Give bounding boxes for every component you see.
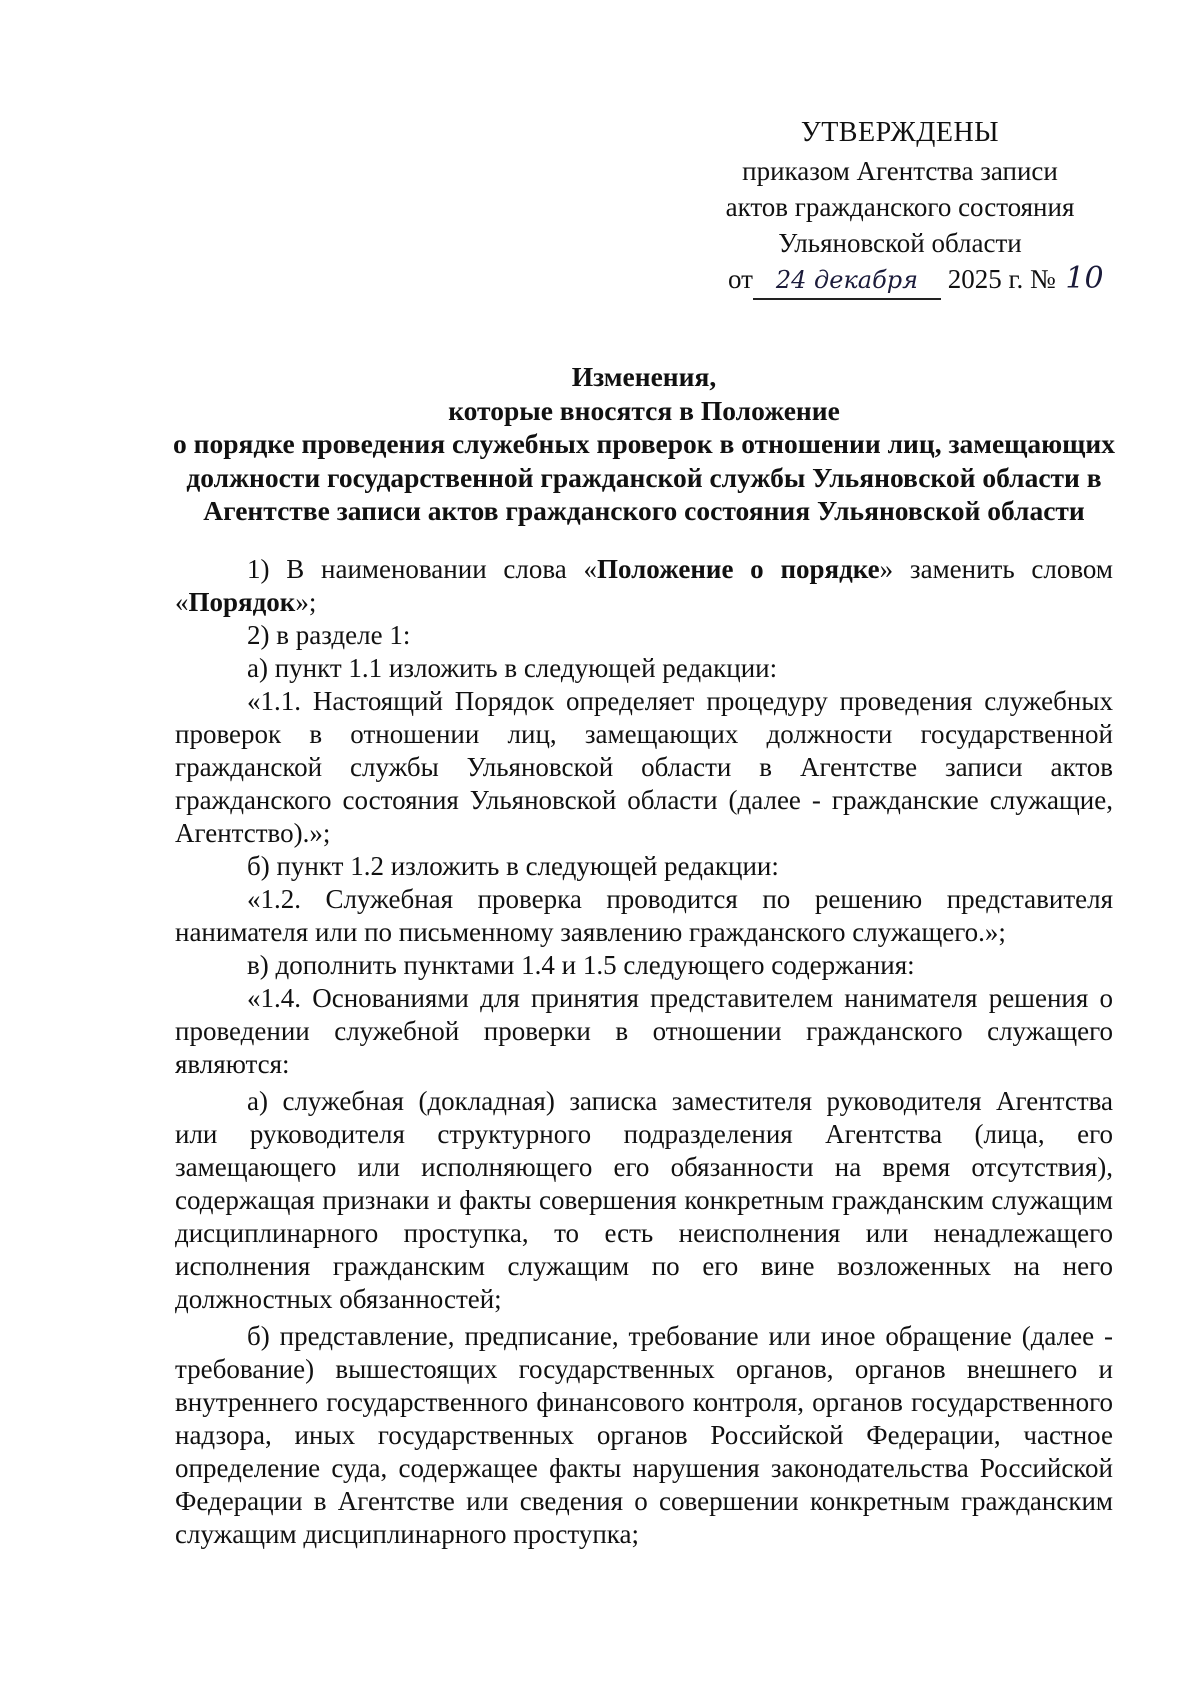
- document-title: [165, 360, 1123, 528]
- paragraph-6: «1.2. Служебная проверка проводится по решению представителя нанимателя или по письменному заявлению гражданского служащего.»;: [175, 884, 1113, 947]
- paragraph-1: [175, 553, 1113, 619]
- paragraph-9: а) служебная (докладная) записка заместителя руководителя Агентства или руководителя структурного подразделения Агентства (лица, его замещающего или исполняющего его обязанности на время отсутствия), содержащая признаки и факты совершения конкретным гражданским служащим дисциплинарного проступка, то есть неисполнения или ненадлежащего исполнения гражданским служащим по его вине возложенных на него должностных обязанностей;: [175, 1086, 1113, 1314]
- p1-text-c: »;: [295, 587, 317, 617]
- document-body: [175, 553, 1113, 1551]
- approval-line-1: приказом Агентства записи: [742, 156, 1058, 186]
- date-suffix: 2025 г. №: [947, 264, 1056, 294]
- p1-text-b: » заменить словом «: [175, 554, 1113, 617]
- paragraph-3: а) пункт 1.1 изложить в следующей редакции:: [247, 653, 778, 683]
- p1-text-a: 1) В наименовании слова «: [247, 554, 597, 584]
- paragraph-5: б) пункт 1.2 изложить в следующей редакции:: [247, 851, 779, 881]
- title-line-4: должности государственной гражданской службы Ульяновской области в: [186, 461, 1102, 493]
- title-line-2: которые вносятся в Положение: [448, 394, 840, 426]
- paragraph-4: «1.1. Настоящий Порядок определяет процедуру проведения служебных проверок в отношении лиц, замещающих должности государственной гражданской службы Ульяновской области в Агентстве записи актов гражданского состояния Ульяновской области (далее - гражданские служащие, Агентство).»;: [175, 686, 1113, 848]
- approval-line-2: актов гражданского состояния: [725, 192, 1075, 222]
- title-line-3: о порядке проведения служебных проверок в отношении лиц, замещающих: [173, 428, 1115, 459]
- paragraph-7: в) дополнить пунктами 1.4 и 1.5 следующего содержания:: [247, 950, 915, 980]
- title-line-5: Агентстве записи актов гражданского состояния Ульяновской области: [203, 495, 1085, 526]
- handwritten-number: 10: [1065, 261, 1104, 296]
- handwritten-date: 24 декабря: [753, 262, 941, 300]
- paragraph-10: б) представление, предписание, требование или иное обращение (далее - требование) вышестоящих государственных органов, органов внешнего и внутреннего государственного финансового контроля, органов государственного надзора, иных государственных органов Российской Федерации, частное определение суда, содержащее факты нарушения законодательства Российской Федерации в Агентстве или сведения о совершении конкретным гражданским служащим дисциплинарного проступка;: [175, 1321, 1113, 1549]
- approval-stamp: УТВЕРЖДЕНЫ: [800, 117, 1000, 148]
- approval-line-3: Ульяновской области: [778, 228, 1022, 258]
- approval-date-line: [700, 261, 1104, 300]
- date-prefix: от: [728, 264, 753, 294]
- p1-bold-word: Порядок: [188, 587, 296, 617]
- p1-bold-phrase: Положение о порядке: [597, 554, 880, 584]
- paragraph-2: 2) в разделе 1:: [247, 620, 411, 650]
- paragraph-8: «1.4. Основаниями для принятия представителем нанимателя решения о проведении служебной проверки в отношении гражданского служащего являются:: [175, 983, 1113, 1079]
- title-line-1: Изменения,: [571, 361, 717, 392]
- approval-block: [700, 115, 1104, 300]
